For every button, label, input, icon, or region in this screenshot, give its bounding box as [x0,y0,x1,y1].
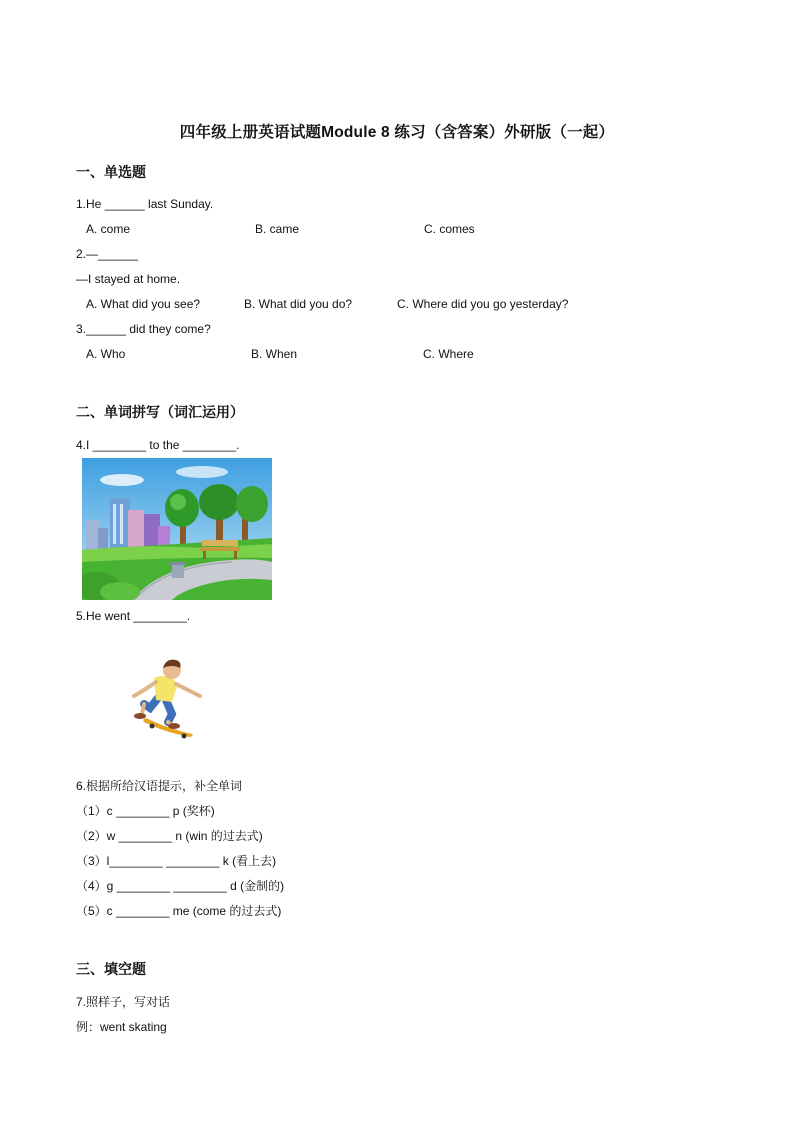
section-heading-single-choice: 一、单选题 [76,164,146,180]
question-1-option-a: A. come [86,222,131,236]
question-2-option-b: B. What did you do? [244,297,353,311]
question-6-stem: 6.根据所给汉语提示，补全单词 [76,779,243,793]
question-3-option-b: B. When [251,347,298,361]
question-6-item-5: （5）c ________ me (come 的过去式) [76,904,282,918]
question-2-reply: —I stayed at home. [76,272,181,286]
question-6-item-1: （1）c ________ p (奖杯) [76,804,215,818]
skateboarding-boy-illustration [128,656,206,742]
question-7-stem: 7.照样子，写对话 [76,995,171,1009]
question-3-option-c: C. Where [423,347,474,361]
question-1-stem: 1.He ______ last Sunday. [76,197,214,211]
question-6-item-3: （3）l________ ________ k (看上去) [76,854,277,868]
question-3-stem: 3.______ did they come? [76,322,211,336]
section-heading-fill-in: 三、填空题 [76,961,146,977]
section-heading-spelling: 二、单词拼写（词汇运用） [76,404,244,420]
question-2-stem: 2.—______ [76,247,139,261]
question-1-option-b: B. came [255,222,300,236]
question-2-option-c: C. Where did you go yesterday? [397,297,569,311]
page-title: 四年级上册英语试题Module 8 练习（含答案）外研版（一起） [179,124,615,141]
question-7-example: 例：went skating [76,1020,167,1034]
question-1-option-c: C. comes [424,222,475,236]
question-6-item-2: （2）w ________ n (win 的过去式) [76,829,263,843]
park-illustration [82,458,272,600]
question-3-option-a: A. Who [86,347,126,361]
question-6-item-4: （4）g ________ ________ d (金制的) [76,879,285,893]
question-4-stem: 4.I ________ to the ________. [76,438,240,452]
question-2-option-a: A. What did you see? [86,297,201,311]
question-5-stem: 5.He went ________. [76,609,191,623]
